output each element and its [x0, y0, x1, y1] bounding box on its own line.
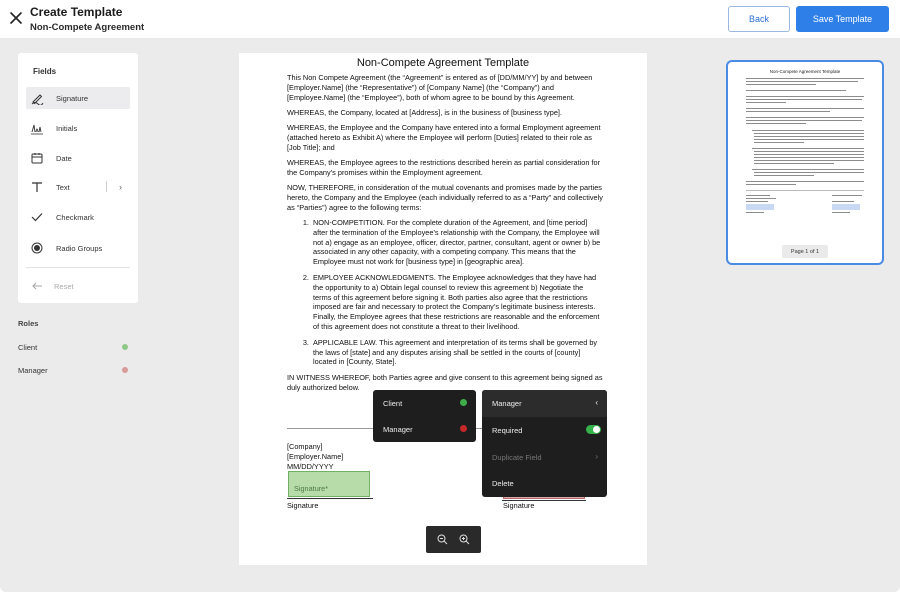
employer-name-placeholder: [Employer.Name]: [287, 452, 344, 461]
delete-label: Delete: [492, 479, 514, 488]
list-item: 3. APPLICABLE LAW. This agreement and interpretation of its terms shall be governed by the laws of [state] and any disputes arising shall be settled in the courts of [county] located in [County, State].: [311, 338, 603, 367]
paragraph: WHEREAS, the Employee agrees to the restrictions described herein as partial consideration for the Company’s promises within the Employment agreement.: [287, 158, 601, 177]
field-signature[interactable]: [26, 87, 130, 109]
list-item: 1. NON-COMPETITION. For the complete duration of the Agreement, and [time period] after the termination of the Employee’s relationship with the Company, the Employee will not a) engage as an employee, officer, director, partner, consultant, agent or owner b) be associated in any other capacity, with a competing company. This means that the Employee must not work for [business type] in [geographic area].: [311, 218, 603, 267]
field-label: Signature: [56, 93, 89, 103]
field-text[interactable]: [26, 176, 130, 198]
role-label: Manager: [383, 424, 413, 434]
required-toggle-row[interactable]: [482, 417, 607, 444]
document-body: [287, 73, 603, 398]
text-icon: [30, 180, 44, 194]
assign-role-client[interactable]: [373, 390, 476, 416]
role-selector[interactable]: [482, 390, 607, 417]
role-color-dot: [460, 425, 467, 432]
role-assign-popup: [373, 390, 476, 442]
field-label: Initials: [56, 123, 78, 133]
fields-heading: Fields: [33, 67, 57, 76]
fields-panel: [18, 53, 138, 303]
thumbnail-page: [740, 67, 870, 249]
field-label: Radio Groups: [56, 243, 103, 253]
reset-label: Reset: [54, 281, 74, 291]
paragraph: This Non Compete Agreement (the “Agreement” is entered as of [DD/MM/YY] by and between [Employer.Name] (the “Representative”) of [Company Name] (the “Company”) and [Employee.Name] (the “Employee”), both of whom agree to be bound by this Agreement.: [287, 73, 593, 102]
field-label: Text: [56, 182, 70, 192]
signature-caption: Signature: [503, 501, 535, 510]
save-template-button[interactable]: Save Template: [796, 6, 889, 32]
chevron-left-icon: ‹: [595, 398, 598, 407]
terms-list: [287, 218, 603, 367]
page-thumbnail[interactable]: [726, 60, 884, 265]
duplicate-label: Duplicate Field: [492, 453, 542, 462]
required-toggle[interactable]: [586, 425, 601, 434]
paragraph: WHEREAS, the Employee and the Company have entered into a formal Employment agreement (attached hereto as Exhibit A) where the Employee will perform [Duties] related to their role as [Job Title]; and: [287, 123, 601, 152]
company-placeholder: [Company]: [287, 442, 323, 451]
workspace: [0, 38, 900, 592]
duplicate-field-item: [482, 444, 607, 471]
required-label: Required: [492, 426, 523, 435]
role-manager[interactable]: [18, 363, 130, 377]
field-date[interactable]: [26, 147, 130, 169]
field-checkmark[interactable]: [26, 206, 130, 228]
field-context-menu: [482, 390, 607, 497]
roles-heading: Roles: [18, 319, 39, 328]
checkmark-icon: [30, 210, 44, 224]
delete-field-item[interactable]: [482, 470, 607, 497]
field-initials[interactable]: [26, 117, 130, 139]
field-label: Checkmark: [56, 212, 94, 222]
selected-role: Manager: [492, 399, 522, 408]
divider: [26, 267, 130, 268]
thumbnail-title: Non-Compete Agreement Template: [769, 69, 841, 74]
calendar-icon: [30, 151, 44, 165]
field-radio-groups[interactable]: [26, 237, 130, 259]
paragraph: NOW, THEREFORE, in consideration of the mutual covenants and promises made by the parties hereto, the Company and the Employee (each individually referred to as a “Party” and collectively as “Parties”) agree to the following terms:: [287, 183, 603, 212]
back-button[interactable]: Back: [728, 6, 790, 32]
chevron-right-icon[interactable]: ›: [119, 182, 122, 192]
witness-paragraph: IN WITNESS WHEREOF, both Parties agree and give consent to this agreement being signed as duly authorized below.: [287, 373, 603, 393]
zoom-in-icon[interactable]: [457, 533, 471, 547]
date-placeholder: MM/DD/YYYY: [287, 462, 334, 471]
reset-button[interactable]: [30, 279, 74, 293]
close-icon[interactable]: [8, 10, 24, 26]
role-client[interactable]: [18, 340, 130, 354]
signature-icon: [30, 91, 44, 105]
role-label: Manager: [18, 365, 48, 375]
zoom-out-icon[interactable]: [436, 533, 450, 547]
document-name: Non-Compete Agreement: [30, 22, 145, 33]
signature-line: [287, 498, 373, 499]
undo-icon: [30, 279, 44, 293]
role-color-dot: [122, 367, 128, 373]
role-label: Client: [383, 398, 403, 408]
header-bar: [0, 0, 900, 38]
paragraph: WHEREAS, the Company, located at [Address], is in the business of [business type].: [287, 107, 562, 117]
chevron-right-icon: ›: [595, 452, 598, 461]
role-color-dot: [122, 344, 128, 350]
signature-caption: Signature: [287, 501, 319, 510]
role-color-dot: [460, 399, 467, 406]
list-item: 2. EMPLOYEE ACKNOWLEDGMENTS. The Employee acknowledges that they have had the opportunity to a) Obtain legal counsel to review this agreement b) Negotiate the terms of this agreement before signing it. Both parties also agree that the restrictions imposed are fair and necessary to protect the Company’s legitimate business interests. Finally, the Employee agrees that these restrictions are reasonable and the enforcement of this agreement does not constitute a threat to their livelihood.: [311, 273, 603, 332]
client-signature-field[interactable]: Signature*: [288, 471, 370, 497]
role-label: Client: [18, 342, 38, 352]
initials-icon: [30, 121, 44, 135]
zoom-toolbar: [426, 526, 481, 553]
field-label: Date: [56, 153, 72, 163]
divider: [106, 181, 107, 192]
page-title: Create Template: [30, 5, 123, 19]
assign-role-manager[interactable]: [373, 416, 476, 442]
document-title: Non-Compete Agreement Template: [356, 57, 530, 69]
radio-icon: [30, 241, 44, 255]
page-indicator: Page 1 of 1: [782, 245, 828, 258]
